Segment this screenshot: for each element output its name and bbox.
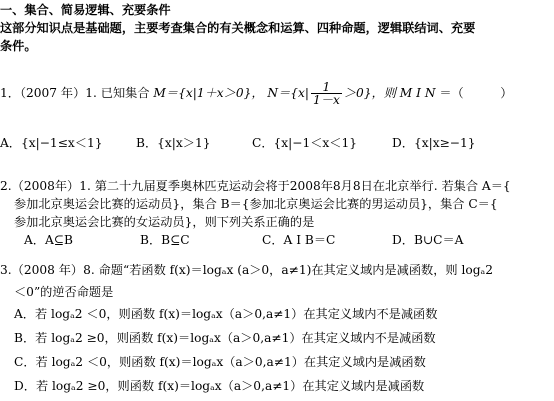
q1-head: 1．（2007 年）1. 已知集合 [0, 86, 150, 100]
q1-intersection: M I N [399, 86, 436, 100]
q3-option-b: B．若 logₐ2 ≥0，则函数 f(x)＝logₐx（a＞0,a≠1）在其定义域内不是减函数 [14, 331, 436, 345]
q1-option-d: D．{x|x≥−1} [392, 136, 476, 150]
q3-line2: ＜0”的逆否命题是 [14, 285, 114, 299]
section-intro-line1: 这部分知识点是基础题，主要考查集合的有关概念和运算、四种命题，逻辑联结词、充要 [0, 21, 476, 35]
q1-set-n-suffix: ＞0}，则 [343, 86, 396, 100]
section-intro-line2: 条件。 [0, 39, 37, 53]
q1-option-c: C．{x|−1＜x＜1} [252, 136, 357, 150]
q1-set-n-prefix: N＝{x| [267, 86, 309, 100]
q3-option-c: C．若 logₐ2 ＜0，则函数 f(x)＝logₐx（a＞0,a≠1）在其定义域内是减函数 [14, 355, 426, 369]
q2-line2: 参加北京奥运会比赛的运动员}，集合 B＝{参加北京奥运会比赛的男运动员}，集合 C＝{ [14, 197, 498, 211]
q1-option-a: A．{x|−1≤x＜1} [0, 136, 103, 150]
q1-option-b: B．{x|x＞1} [136, 136, 211, 150]
q3-line1: 3.（2008 年）8. 命题“若函数 f(x)＝logₐx (a＞0，a≠1)在其定义域内是减函数，则 logₐ2 [0, 263, 493, 277]
q1-fraction [311, 81, 342, 106]
q1-fraction-denominator: 1－x [313, 93, 340, 107]
q2-line3: 参加北京奥运会比赛的女运动员}，则下列关系正确的是 [14, 215, 315, 229]
q2-option-b: B．B⊆C [140, 233, 190, 247]
q2-option-c: C．A I B＝C [262, 233, 336, 247]
q1-stem [0, 80, 513, 106]
q2-line1: 2.（2008年）1. 第二十九届夏季奥林匹克运动会将于2008年8月8日在北京举行. 若集合 A＝{ [0, 179, 511, 193]
q2-option-a: A．A⊆B [24, 233, 73, 247]
q1-answer-blank: ＝（ ） [439, 86, 513, 100]
q1-set-m: M＝{x|1＋x＞0}， [153, 86, 264, 100]
q2-option-d: D．B∪C＝A [392, 233, 464, 247]
q3-option-a: A．若 logₐ2 ＜0，则函数 f(x)＝logₐx（a＞0,a≠1）在其定义域内不是减函数 [14, 307, 438, 321]
section-title: 一、集合、简易逻辑、充要条件 [0, 3, 171, 17]
q1-fraction-numerator: 1 [311, 81, 342, 94]
q3-option-d: D．若 logₐ2 ≥0，则函数 f(x)＝logₐx（a＞0,a≠1）在其定义域内是减函数 [14, 379, 425, 393]
